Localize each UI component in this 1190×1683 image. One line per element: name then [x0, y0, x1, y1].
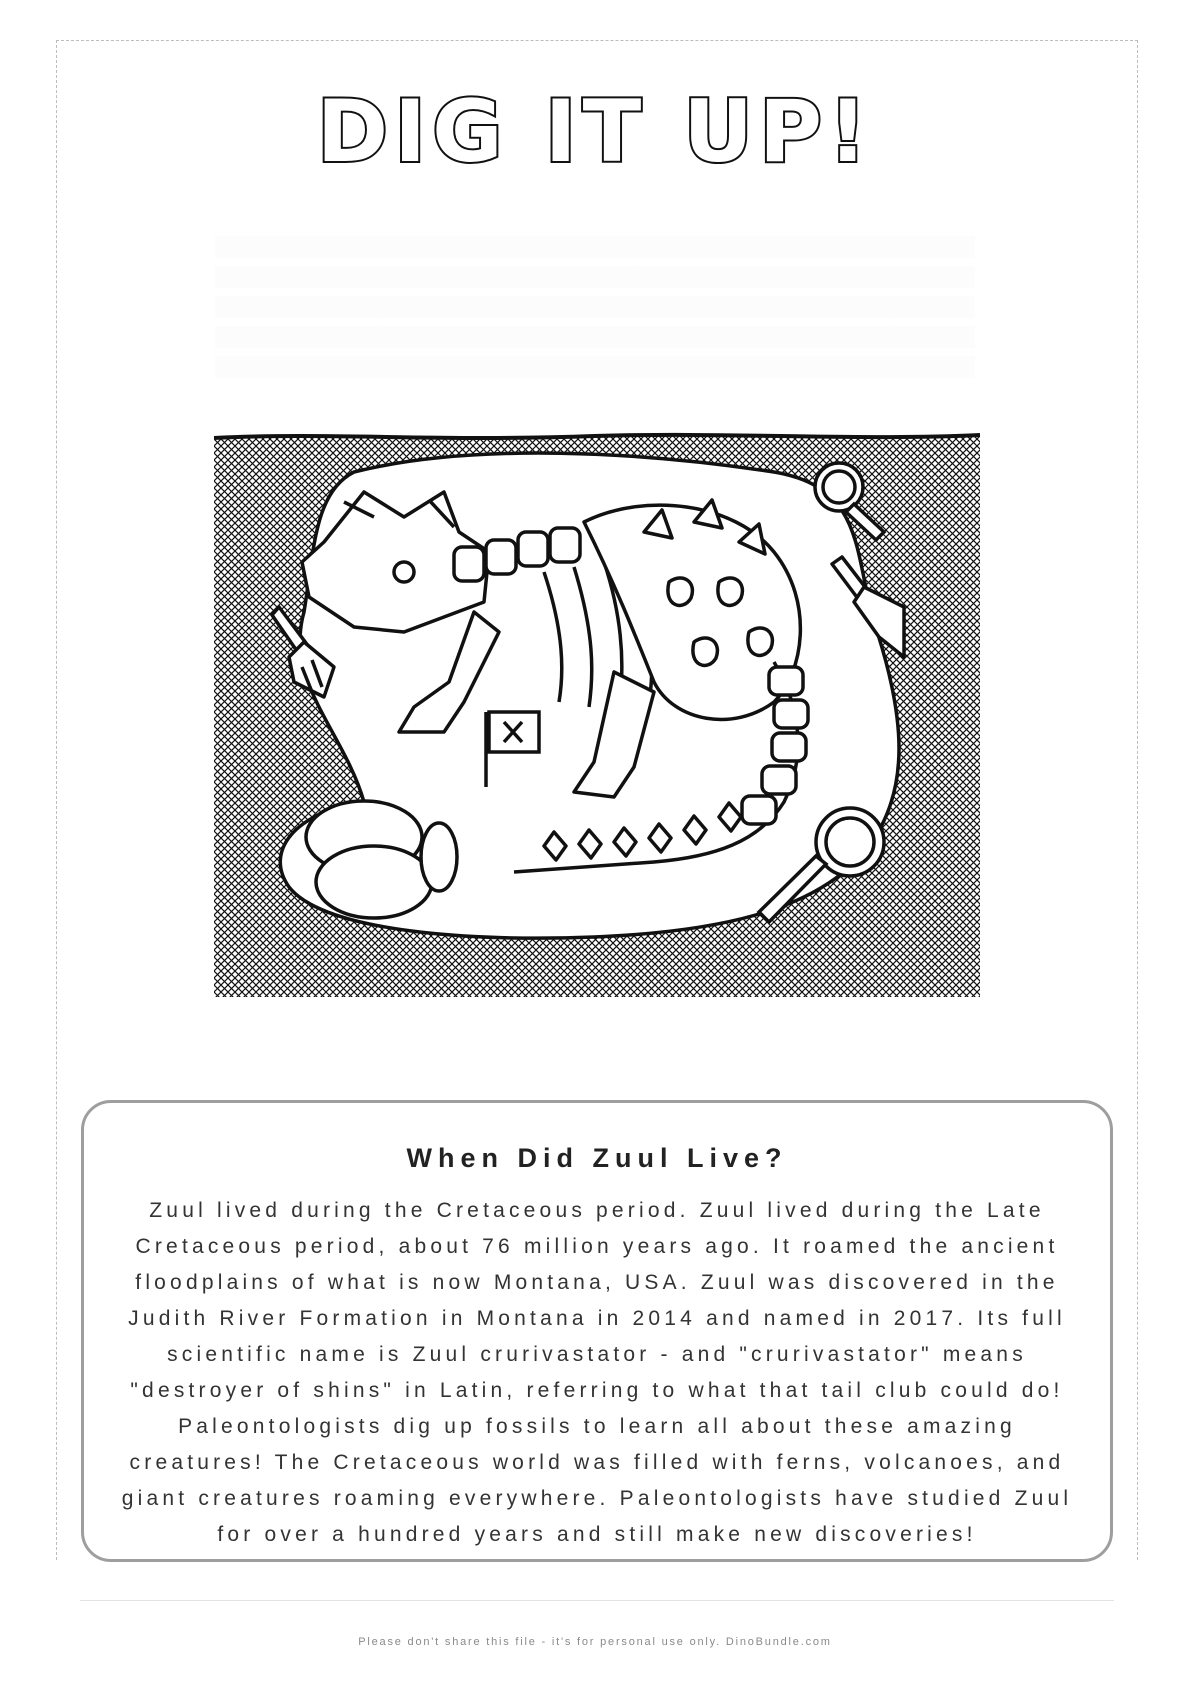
- footer-divider: [80, 1600, 1114, 1601]
- faint-background-band: [215, 228, 975, 378]
- fossil-dig-illustration: [214, 432, 980, 997]
- footer-note: Please don't share this file - it's for personal use only. DinoBundle.com: [358, 1636, 832, 1648]
- info-body: Zuul lived during the Cretaceous period. Zuul lived during the Late Cretaceous period, about 76 million years ago. It roamed the ancient floodplains of what is now Montana, USA. Zuul was discovered in the Judith River Formation in Montana in 2014 and named in 2017. Its full scientific name is Zuul crurivastator - and "crurivastator" means "destroyer of shins" in Latin, referring to what that tail club could do! Paleontologists dig up fossils to learn all about these amazing creatures! The Cretaceous world was filled with ferns, volcanoes, and giant creatures roaming everywhere. Paleontologists have studied Zuul for over a hundred years and still make new discoveries!: [121, 1199, 1073, 1546]
- info-heading: When Did Zuul Live?: [406, 1143, 788, 1173]
- worksheet-title: DIG IT UP!: [316, 82, 874, 182]
- info-box: [81, 1100, 1113, 1562]
